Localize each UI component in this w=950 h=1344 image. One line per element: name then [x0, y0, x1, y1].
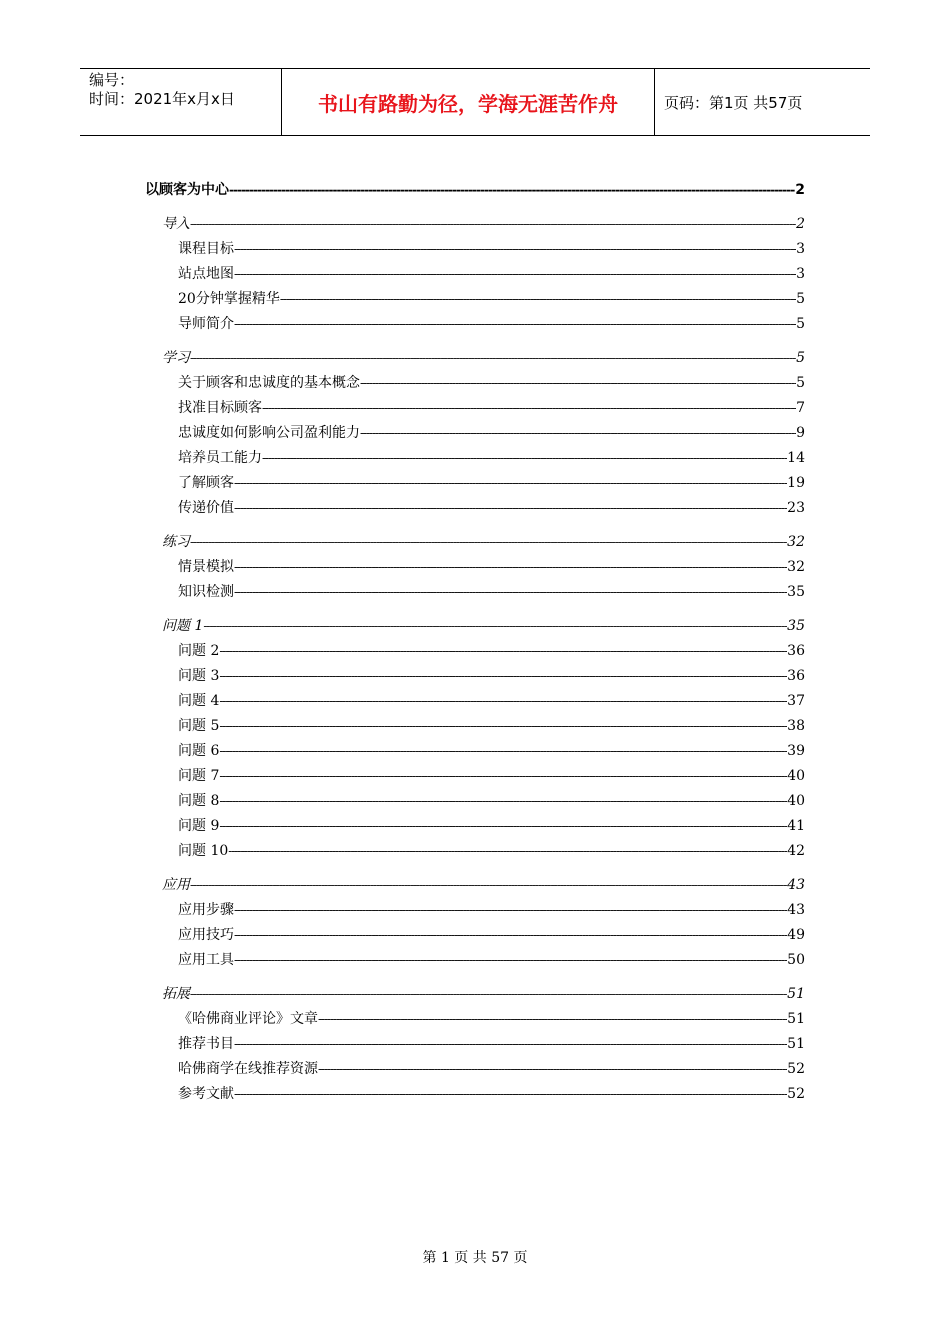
toc-dot-leader	[234, 950, 787, 970]
toc-entry-page: 40	[787, 793, 805, 809]
toc-dot-leader	[360, 423, 796, 443]
toc-entry-page: 36	[787, 668, 805, 684]
header-info-cell	[80, 69, 282, 135]
toc-dot-leader	[203, 616, 787, 636]
toc-entry-page: 38	[787, 718, 805, 734]
toc-entry-title: 练习	[162, 534, 190, 550]
toc-dot-leader	[219, 816, 787, 836]
toc-entry-page: 3	[796, 241, 805, 257]
toc-entry-title: 学习	[162, 350, 190, 366]
toc-entry[interactable]	[145, 237, 805, 259]
toc-entry-page: 50	[787, 952, 805, 968]
toc-entry-title: 问题 4	[178, 693, 220, 709]
toc-dot-leader	[234, 314, 796, 334]
toc-dot-leader	[280, 289, 796, 309]
toc-entry-title: 拓展	[162, 986, 190, 1002]
toc-entry[interactable]	[145, 446, 805, 468]
toc-entry[interactable]	[145, 1082, 805, 1104]
toc-entry-page: 9	[796, 425, 805, 441]
toc-entry-title: 导入	[162, 216, 190, 232]
toc-entry[interactable]	[145, 764, 805, 786]
toc-entry-title: 哈佛商学在线推荐资源	[178, 1061, 318, 1077]
toc-entry[interactable]	[145, 471, 805, 493]
toc-entry-page: 5	[796, 291, 805, 307]
toc-dot-leader	[234, 473, 787, 493]
toc-entry-title: 应用	[162, 877, 190, 893]
toc-entry[interactable]	[145, 898, 805, 920]
toc-dot-leader	[234, 1084, 787, 1104]
toc-entry-title: 导师简介	[178, 316, 234, 332]
toc-entry-page: 42	[787, 843, 805, 859]
toc-entry-page: 23	[787, 500, 805, 516]
toc-entry-page: 51	[787, 986, 805, 1002]
toc-dot-leader	[360, 373, 796, 393]
toc-entry-title: 问题 8	[178, 793, 220, 809]
toc-entry[interactable]	[145, 689, 805, 711]
toc-dot-leader	[234, 582, 787, 602]
toc-entry-title: 问题 7	[178, 768, 220, 784]
toc-dot-leader	[318, 1009, 787, 1029]
toc-entry-page: 40	[787, 768, 805, 784]
toc-entry[interactable]	[145, 346, 805, 368]
toc-entry[interactable]	[145, 739, 805, 761]
toc-entry-page: 32	[787, 559, 805, 575]
toc-entry[interactable]	[145, 371, 805, 393]
toc-dot-leader	[234, 900, 787, 920]
toc-entry-page: 5	[796, 316, 805, 332]
toc-entry[interactable]	[145, 982, 805, 1004]
toc-entry-page: 7	[796, 400, 805, 416]
toc-entry[interactable]	[145, 873, 805, 895]
toc-entry[interactable]	[145, 639, 805, 661]
toc-entry[interactable]	[145, 664, 805, 686]
toc-dot-leader	[318, 1059, 787, 1079]
toc-entry-title: 知识检测	[178, 584, 234, 600]
toc-dot-leader	[219, 666, 787, 686]
document-date-label: 时间：2021年x月x日	[89, 90, 235, 108]
toc-entry-title: 应用步骤	[178, 902, 234, 918]
toc-entry-page: 5	[796, 375, 805, 391]
toc-dot-leader	[190, 984, 787, 1004]
toc-dot-leader	[219, 641, 787, 661]
toc-entry-page: 14	[787, 450, 805, 466]
header-page-info: 页码：第1页 共57页	[664, 93, 803, 112]
page-header	[80, 68, 870, 136]
toc-entry-page: 51	[787, 1036, 805, 1052]
toc-entry[interactable]	[145, 948, 805, 970]
toc-dot-leader	[262, 448, 787, 468]
toc-entry-page: 2	[796, 216, 805, 232]
toc-dot-leader	[190, 532, 787, 552]
toc-entry-page: 41	[787, 818, 805, 834]
page-footer: 第 1 页 共 57 页	[422, 1250, 528, 1266]
toc-entry-title: 问题 3	[178, 668, 220, 684]
toc-entry-title: 培养员工能力	[178, 450, 262, 466]
toc-dot-leader	[228, 841, 787, 861]
toc-dot-leader	[229, 180, 795, 200]
toc-entry-title: 《哈佛商业评论》文章	[178, 1011, 318, 1027]
toc-entry-title: 应用技巧	[178, 927, 234, 943]
toc-entry-title: 忠诚度如何影响公司盈利能力	[178, 425, 360, 441]
toc-entry-title: 应用工具	[178, 952, 234, 968]
toc-entry[interactable]	[145, 714, 805, 736]
toc-entry[interactable]	[145, 496, 805, 518]
toc-entry-page: 39	[787, 743, 805, 759]
toc-entry-title: 问题 10	[178, 843, 229, 859]
toc-dot-leader	[234, 264, 796, 284]
toc-dot-leader	[219, 691, 787, 711]
toc-entry-title: 问题 1	[162, 618, 204, 634]
toc-entry[interactable]	[145, 421, 805, 443]
toc-entry[interactable]	[145, 530, 805, 552]
toc-entry[interactable]	[145, 1032, 805, 1054]
toc-dot-leader	[190, 214, 796, 234]
toc-dot-leader	[219, 741, 787, 761]
toc-dot-leader	[219, 766, 787, 786]
toc-entry-page: 52	[787, 1086, 805, 1102]
toc-entry[interactable]	[145, 555, 805, 577]
toc-entry-page: 36	[787, 643, 805, 659]
toc-entry-title: 了解顾客	[178, 475, 234, 491]
toc-dot-leader	[234, 1034, 787, 1054]
toc-entry[interactable]	[145, 1057, 805, 1079]
toc-dot-leader	[190, 875, 787, 895]
toc-entry-title: 课程目标	[178, 241, 234, 257]
toc-dot-leader	[234, 498, 787, 518]
toc-entry[interactable]	[145, 396, 805, 418]
toc-entry[interactable]	[145, 580, 805, 602]
toc-entry-page: 5	[796, 350, 805, 366]
toc-entry-page: 43	[787, 902, 805, 918]
toc-entry[interactable]	[145, 789, 805, 811]
toc-entry[interactable]	[145, 1007, 805, 1029]
toc-entry-title: 情景模拟	[178, 559, 234, 575]
toc-entry-title: 20分钟掌握精华	[178, 291, 280, 307]
toc-entry-title: 参考文献	[178, 1086, 234, 1102]
toc-entry-title: 以顾客为中心	[145, 182, 229, 198]
toc-entry-title: 传递价值	[178, 500, 234, 516]
toc-dot-leader	[190, 348, 796, 368]
toc-dot-leader	[262, 398, 796, 418]
toc-entry-page: 19	[787, 475, 805, 491]
toc-dot-leader	[234, 557, 787, 577]
toc-dot-leader	[234, 239, 796, 259]
toc-entry[interactable]	[145, 178, 805, 200]
toc-entry-page: 49	[787, 927, 805, 943]
toc-entry-page: 35	[787, 618, 805, 634]
toc-entry-title: 站点地图	[178, 266, 234, 282]
toc-entry-page: 51	[787, 1011, 805, 1027]
header-motto: 书山有路勤为径，学海无涯苦作舟	[318, 91, 618, 116]
toc-entry-title: 问题 9	[178, 818, 220, 834]
toc-entry[interactable]	[145, 923, 805, 945]
toc-entry[interactable]	[145, 262, 805, 284]
toc-entry[interactable]	[145, 614, 805, 636]
toc-entry-title: 问题 5	[178, 718, 220, 734]
toc-entry-title: 关于顾客和忠诚度的基本概念	[178, 375, 360, 391]
toc-dot-leader	[219, 791, 787, 811]
toc-entry-page: 35	[787, 584, 805, 600]
toc-dot-leader	[219, 716, 787, 736]
toc-entry[interactable]	[145, 312, 805, 334]
toc-entry-page: 32	[787, 534, 805, 550]
toc-entry-page: 52	[787, 1061, 805, 1077]
document-number-label: 编号：	[89, 71, 135, 89]
header-motto-cell	[282, 69, 655, 135]
toc-entry-title: 问题 6	[178, 743, 220, 759]
toc-entry-page: 37	[787, 693, 805, 709]
toc-entry-page: 43	[787, 877, 805, 893]
toc-entry-title: 找准目标顾客	[178, 400, 262, 416]
toc-entry-page: 2	[795, 182, 805, 198]
toc-entry-title: 问题 2	[178, 643, 220, 659]
toc-entry[interactable]	[145, 839, 805, 861]
toc-entry-title: 推荐书目	[178, 1036, 234, 1052]
toc-entry[interactable]	[145, 814, 805, 836]
toc-entry[interactable]	[145, 212, 805, 234]
toc-entry-page: 3	[796, 266, 805, 282]
toc-entry[interactable]	[145, 287, 805, 309]
toc-dot-leader	[234, 925, 787, 945]
